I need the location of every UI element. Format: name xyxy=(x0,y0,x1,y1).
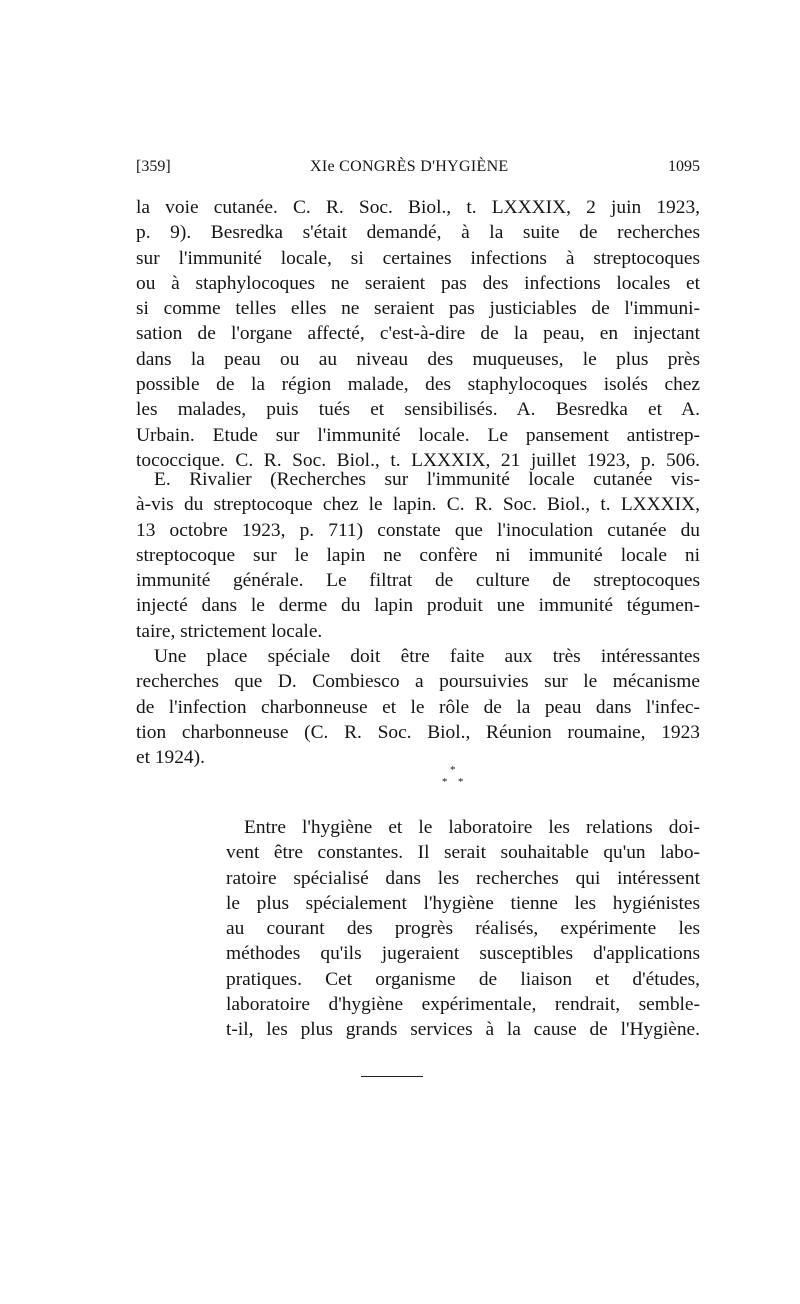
separator-star: * xyxy=(450,764,456,776)
paragraph-besredka xyxy=(136,195,700,473)
text-line: taire, strictement locale. xyxy=(136,620,323,642)
text-line: recherches que D. Combiesco a poursuivies sur le mécanisme xyxy=(136,671,700,693)
text-line: méthodes qu'ils jugeraient susceptibles d'applications xyxy=(226,943,700,965)
text-line: tion charbonneuse (C. R. Soc. Biol., Réunion roumaine, 1923 xyxy=(136,721,700,743)
text-line: injecté dans le derme du lapin produit une immunité tégumen- xyxy=(136,595,700,617)
text-line: si comme telles elles ne seraient pas justiciables de l'immuni- xyxy=(136,298,700,320)
text-line: Entre l'hygiène et le laboratoire les relations doi- xyxy=(244,817,700,838)
text-line: E. Rivalier (Recherches sur l'immunité locale cutanée vis- xyxy=(154,469,700,490)
page-reference: [359] xyxy=(136,158,171,175)
end-rule xyxy=(361,1076,423,1077)
asterism-separator xyxy=(440,764,470,794)
text-line: Une place spéciale doit être faite aux très intéressantes xyxy=(154,646,700,667)
text-line: possible de la région malade, des staphylocoques isolés chez xyxy=(136,374,700,396)
separator-star: * xyxy=(442,776,448,788)
text-line: vent être constantes. Il serait souhaitable qu'un labo- xyxy=(226,842,700,864)
text-line: pratiques. Cet organisme de liaison et d'études, xyxy=(226,968,700,990)
text-line: p. 9). Besredka s'était demandé, à la suite de recherches xyxy=(136,222,700,244)
text-line: ou à staphylocoques ne seraient pas des infections locales et xyxy=(136,272,700,294)
text-line: et 1924). xyxy=(136,747,205,769)
text-line: dans la peau ou au niveau des muqueuses, le plus près xyxy=(136,348,700,370)
text-line: 13 octobre 1923, p. 711) constate que l'inoculation cutanée du xyxy=(136,519,700,541)
text-line: à-vis du streptocoque chez le lapin. C. R. Soc. Biol., t. LXXXIX, xyxy=(136,494,700,516)
paragraph-combiesco xyxy=(136,644,700,770)
text-line: de l'infection charbonneuse et le rôle de la peau dans l'infec- xyxy=(136,696,700,718)
running-title: XIe CONGRÈS D'HYGIÈNE xyxy=(310,158,509,175)
text-line: la voie cutanée. C. R. Soc. Biol., t. LXXXIX, 2 juin 1923, xyxy=(136,197,700,218)
text-line: sation de l'organe affecté, c'est-à-dire de la peau, en injectant xyxy=(136,323,700,345)
text-line: le plus spécialement l'hygiène tienne les hygiénistes xyxy=(226,892,700,914)
text-line: laboratoire d'hygiène expérimentale, rendrait, semble- xyxy=(226,994,700,1016)
text-line: au courant des progrès réalisés, expérimente les xyxy=(226,918,700,940)
text-line: sur l'immunité locale, si certaines infections à streptocoques xyxy=(136,247,700,269)
text-line: ratoire spécialisé dans les recherches qui intéressent xyxy=(226,867,700,889)
paragraph-rivalier xyxy=(136,467,700,644)
text-line: tococcique. C. R. Soc. Biol., t. LXXXIX, 21 juillet 1923, p. 506. xyxy=(136,449,700,471)
separator-star: * xyxy=(458,776,464,788)
page-number: 1095 xyxy=(668,158,700,175)
running-header xyxy=(136,158,700,182)
text-line: t-il, les plus grands services à la cause de l'Hygiène. xyxy=(226,1019,700,1041)
text-line: Urbain. Etude sur l'immunité locale. Le pansement antistrep- xyxy=(136,424,700,446)
text-line: les malades, puis tués et sensibilisés. A. Besredka et A. xyxy=(136,399,700,421)
closing-statement xyxy=(226,815,700,1043)
text-line: streptocoque sur le lapin ne confère ni immunité locale ni xyxy=(136,544,700,566)
text-line: immunité générale. Le filtrat de culture de streptocoques xyxy=(136,570,700,592)
